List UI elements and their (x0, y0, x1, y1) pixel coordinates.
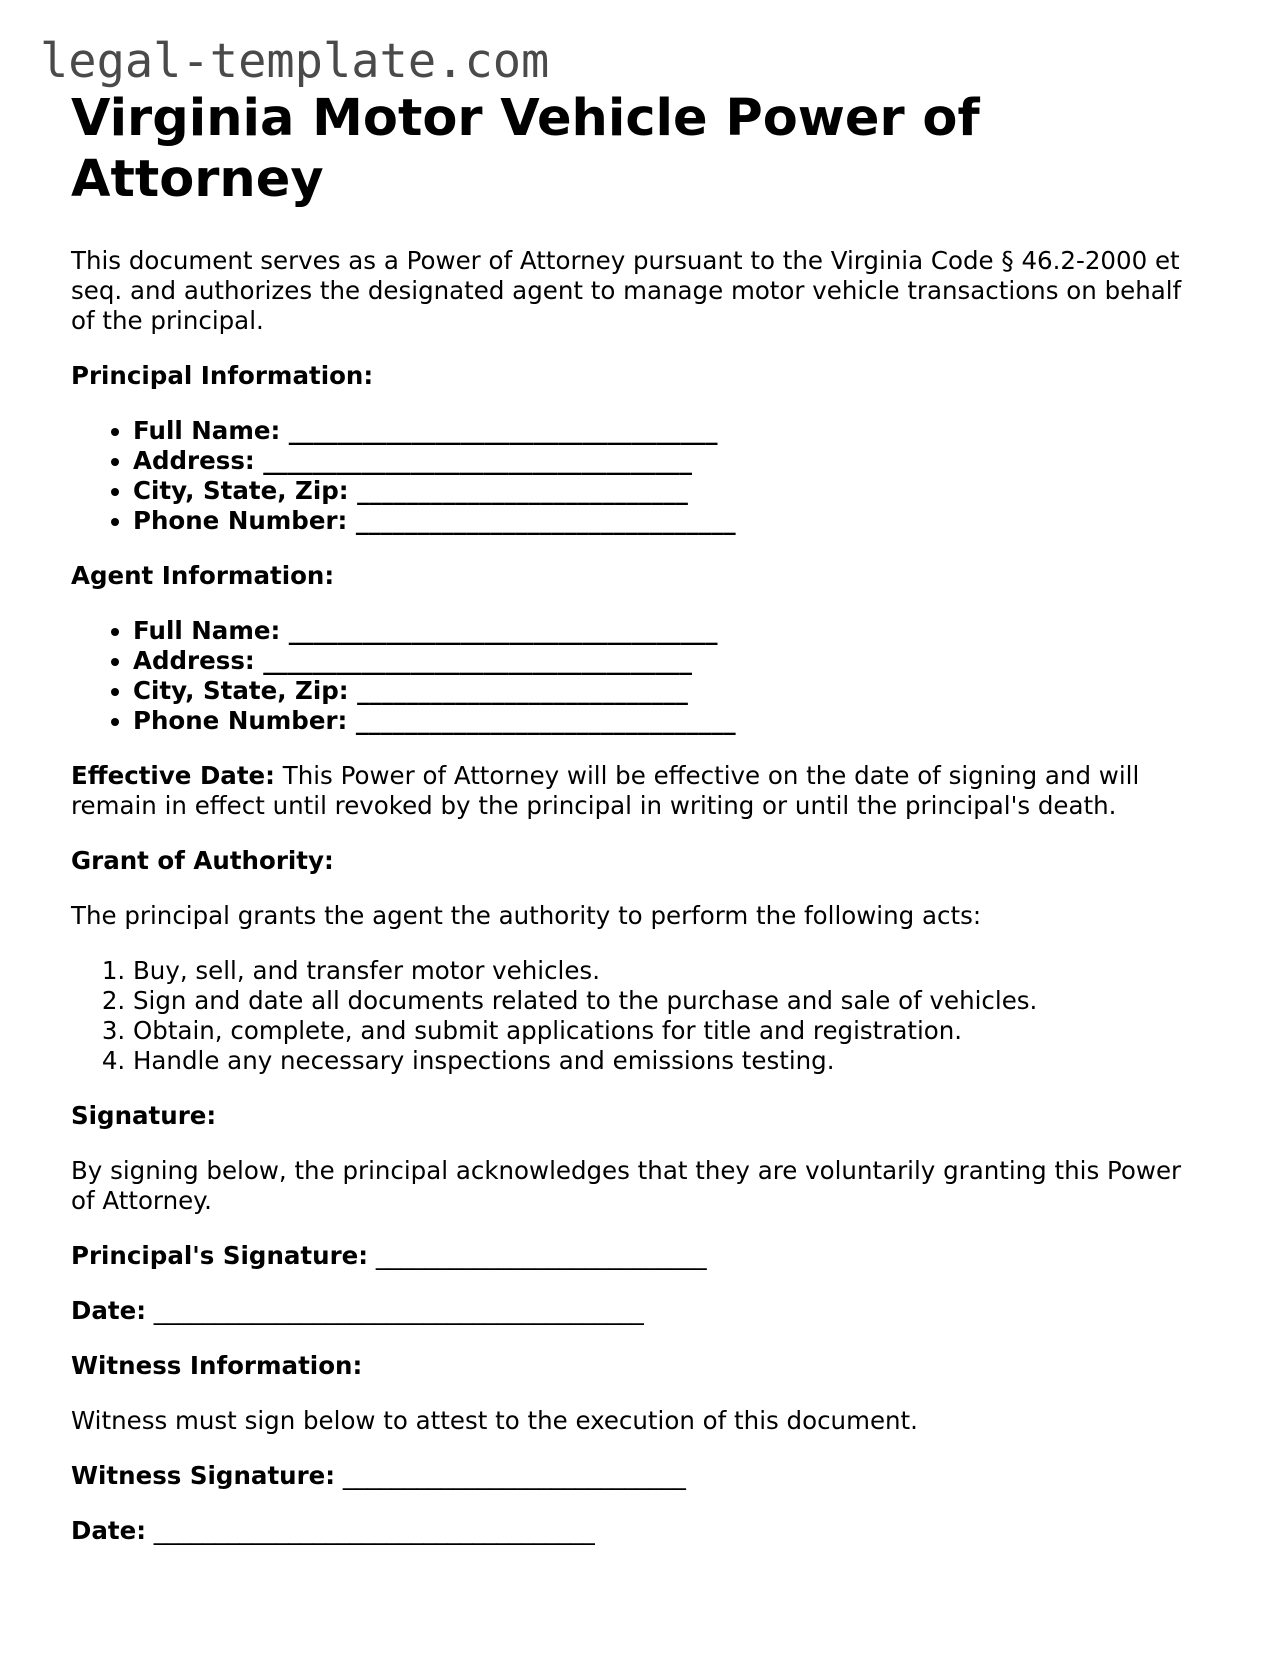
witness-heading: Witness Information: (71, 1351, 363, 1380)
signature-paragraph: By signing below, the principal acknowledges that they are voluntarily granting this Power of Attorney. (71, 1156, 1182, 1215)
principal-fields (71, 416, 1211, 536)
witness-date-field[interactable]: Date: ____________________________________ (71, 1516, 595, 1545)
fill-line[interactable]: _______________________________ (355, 506, 736, 535)
fill-line[interactable]: ___________________________________ (263, 646, 692, 675)
agent-full-name-field[interactable]: • Full Name: ___________________________________ (133, 616, 1211, 646)
fill-line[interactable]: ____________________________ (342, 1461, 686, 1490)
agent-heading: Agent Information: (71, 561, 335, 590)
list-item: 3. Obtain, complete, and submit applications for title and registration. (133, 1016, 1211, 1046)
fill-line[interactable]: _______________________________ (355, 706, 736, 735)
principal-phone-field[interactable]: • Phone Number: _______________________________ (133, 506, 1211, 536)
effective-date-paragraph: Effective Date: This Power of Attorney will be effective on the date of signing and will remain in effect until revoked by the principal in writing or until the principal's death. (71, 761, 1140, 820)
signature-heading: Signature: (71, 1101, 217, 1130)
agent-city-state-zip-field[interactable]: • City, State, Zip: ___________________________ (133, 676, 1211, 706)
agent-phone-field[interactable]: • Phone Number: _______________________________ (133, 706, 1211, 736)
grant-intro: The principal grants the agent the authority to perform the following acts: (71, 901, 982, 930)
fill-line[interactable]: ___________________________ (375, 1241, 707, 1270)
fill-line[interactable]: ___________________________ (357, 476, 688, 505)
document-title: Virginia Motor Vehicle Power of Attorney (71, 89, 980, 209)
intro-paragraph: This document serves as a Power of Attorney pursuant to the Virginia Code § 46.2-2000 et seq. and authorizes the designated agent to manage motor vehicle transactions on behalf of the principal. (71, 246, 1182, 335)
document-body (71, 88, 1211, 1546)
principal-date-field[interactable]: Date: ________________________________________ (71, 1296, 644, 1325)
agent-fields (71, 616, 1211, 736)
list-item: 1. Buy, sell, and transfer motor vehicles. (133, 956, 1211, 986)
fill-line[interactable]: ___________________________ (357, 676, 688, 705)
witness-paragraph: Witness must sign below to attest to the execution of this document. (71, 1406, 918, 1435)
fill-line[interactable]: ___________________________________ (288, 616, 718, 645)
principal-heading: Principal Information: (71, 361, 374, 390)
list-item: 2. Sign and date all documents related to the purchase and sale of vehicles. (133, 986, 1211, 1016)
site-watermark: legal-template.com (40, 34, 550, 89)
principal-signature-field[interactable]: Principal's Signature: ___________________________ (71, 1241, 707, 1270)
fill-line[interactable]: ________________________________________ (153, 1296, 644, 1325)
principal-city-state-zip-field[interactable]: • City, State, Zip: ___________________________ (133, 476, 1211, 506)
grant-acts-list (71, 956, 1211, 1076)
fill-line[interactable]: ___________________________________ (288, 416, 718, 445)
principal-full-name-field[interactable]: • Full Name: ___________________________________ (133, 416, 1211, 446)
fill-line[interactable]: ____________________________________ (153, 1516, 595, 1545)
list-item: 4. Handle any necessary inspections and emissions testing. (133, 1046, 1211, 1076)
witness-signature-field[interactable]: Witness Signature: ____________________________ (71, 1461, 686, 1490)
grant-heading: Grant of Authority: (71, 846, 334, 875)
principal-address-field[interactable]: • Address: ___________________________________ (133, 446, 1211, 476)
fill-line[interactable]: ___________________________________ (263, 446, 692, 475)
agent-address-field[interactable]: • Address: ___________________________________ (133, 646, 1211, 676)
